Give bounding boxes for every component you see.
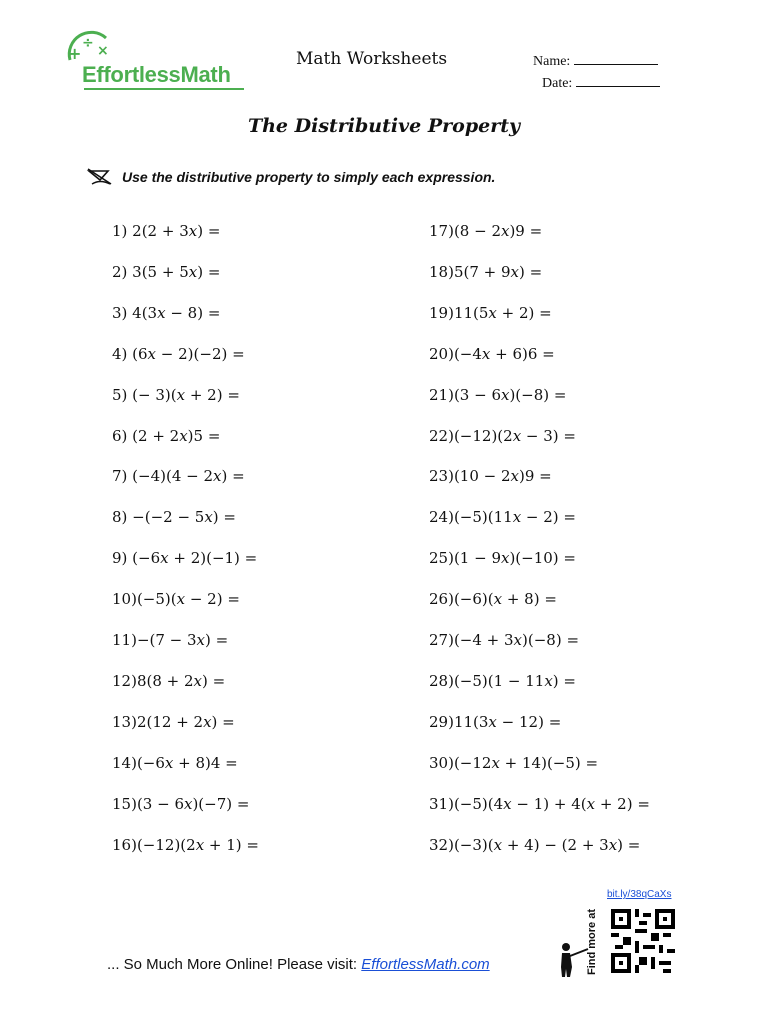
- problem-item: 22)(−12)(2𝑥 − 3) =: [429, 426, 576, 445]
- problem-item: 6) (2 + 2𝑥)5 =: [112, 426, 221, 445]
- problem-item: 2) 3(5 + 5𝑥) =: [112, 262, 221, 281]
- problem-item: 5) (− 3)(𝑥 + 2) =: [112, 385, 240, 404]
- footer-link[interactable]: EffortlessMath.com: [361, 956, 490, 973]
- page-title: The Distributive Property: [247, 115, 521, 137]
- qr-code-icon[interactable]: [611, 909, 675, 973]
- problem-item: 9) (−6𝑥 + 2)(−1) =: [112, 549, 258, 568]
- problem-item: 24)(−5)(11𝑥 − 2) =: [429, 508, 576, 527]
- problem-item: 19)11(5𝑥 + 2) =: [429, 303, 552, 322]
- name-field[interactable]: [533, 53, 658, 70]
- problem-item: 13)2(12 + 2𝑥) =: [112, 712, 235, 731]
- problem-item: 26)(−6)(𝑥 + 8) =: [429, 590, 557, 609]
- problem-item: 25)(1 − 9𝑥)(−10) =: [429, 549, 576, 568]
- date-blank-line[interactable]: [576, 75, 660, 87]
- problem-item: 28)(−5)(1 − 11𝑥) =: [429, 671, 576, 690]
- problem-item: 27)(−4 + 3𝑥)(−8) =: [429, 631, 580, 649]
- footer-text: ... So Much More Online! Please visit:: [107, 956, 362, 973]
- problem-item: 7) (−4)(4 − 2𝑥) =: [112, 467, 245, 486]
- name-label: Name:: [533, 54, 571, 69]
- problem-item: 20)(−4𝑥 + 6)6 =: [429, 344, 555, 363]
- brand-logo: [62, 30, 252, 94]
- problem-item: 11)−(7 − 3𝑥) =: [112, 631, 229, 649]
- problem-item: 32)(−3)(𝑥 + 4) − (2 + 3𝑥) =: [429, 835, 641, 854]
- find-more-text: Find more at: [586, 908, 598, 975]
- problem-item: 31)(−5)(4𝑥 − 1) + 4(𝑥 + 2) =: [429, 794, 650, 813]
- problem-item: 16)(−12)(2𝑥 + 1) =: [112, 835, 259, 854]
- problem-item: 30)(−12𝑥 + 14)(−5) =: [429, 753, 599, 772]
- problem-item: 17)(8 − 2𝑥)9 =: [429, 222, 543, 240]
- teacher-pointing-icon: [556, 941, 590, 977]
- problem-item: 23)(10 − 2𝑥)9 =: [429, 467, 552, 486]
- header-title: Math Worksheets: [296, 49, 448, 69]
- problem-item: 4) (6𝑥 − 2)(−2) =: [112, 344, 245, 363]
- problem-item: 18)5(7 + 9𝑥) =: [429, 262, 543, 281]
- problem-item: 1) 2(2 + 3𝑥) =: [112, 222, 221, 240]
- svg-text:×: ×: [97, 43, 109, 59]
- name-blank-line[interactable]: [574, 53, 658, 65]
- date-label: Date:: [542, 76, 573, 91]
- pencil-writing-icon: [86, 167, 114, 187]
- problem-item: 29)11(3𝑥 − 12) =: [429, 712, 562, 731]
- logo-underline: [84, 88, 244, 90]
- problem-item: 3) 4(3𝑥 − 8) =: [112, 303, 221, 322]
- date-field[interactable]: [542, 75, 660, 92]
- instruction-text: Use the distributive property to simply each expression.: [122, 169, 496, 185]
- short-link[interactable]: bit.ly/38qCaXs: [607, 889, 672, 900]
- svg-text:÷: ÷: [82, 35, 94, 51]
- footer: [107, 956, 490, 973]
- problem-item: 12)8(8 + 2𝑥) =: [112, 671, 226, 690]
- problem-item: 8) −(−2 − 5𝑥) =: [112, 508, 236, 527]
- problem-item: 10)(−5)(𝑥 − 2) =: [112, 590, 240, 609]
- logo-text: EffortlessMath: [82, 62, 231, 87]
- svg-text:+: +: [68, 44, 82, 63]
- problem-item: 15)(3 − 6𝑥)(−7) =: [112, 794, 250, 813]
- instruction: [86, 167, 495, 187]
- problem-item: 14)(−6𝑥 + 8)4 =: [112, 753, 238, 772]
- problem-item: 21)(3 − 6𝑥)(−8) =: [429, 385, 567, 404]
